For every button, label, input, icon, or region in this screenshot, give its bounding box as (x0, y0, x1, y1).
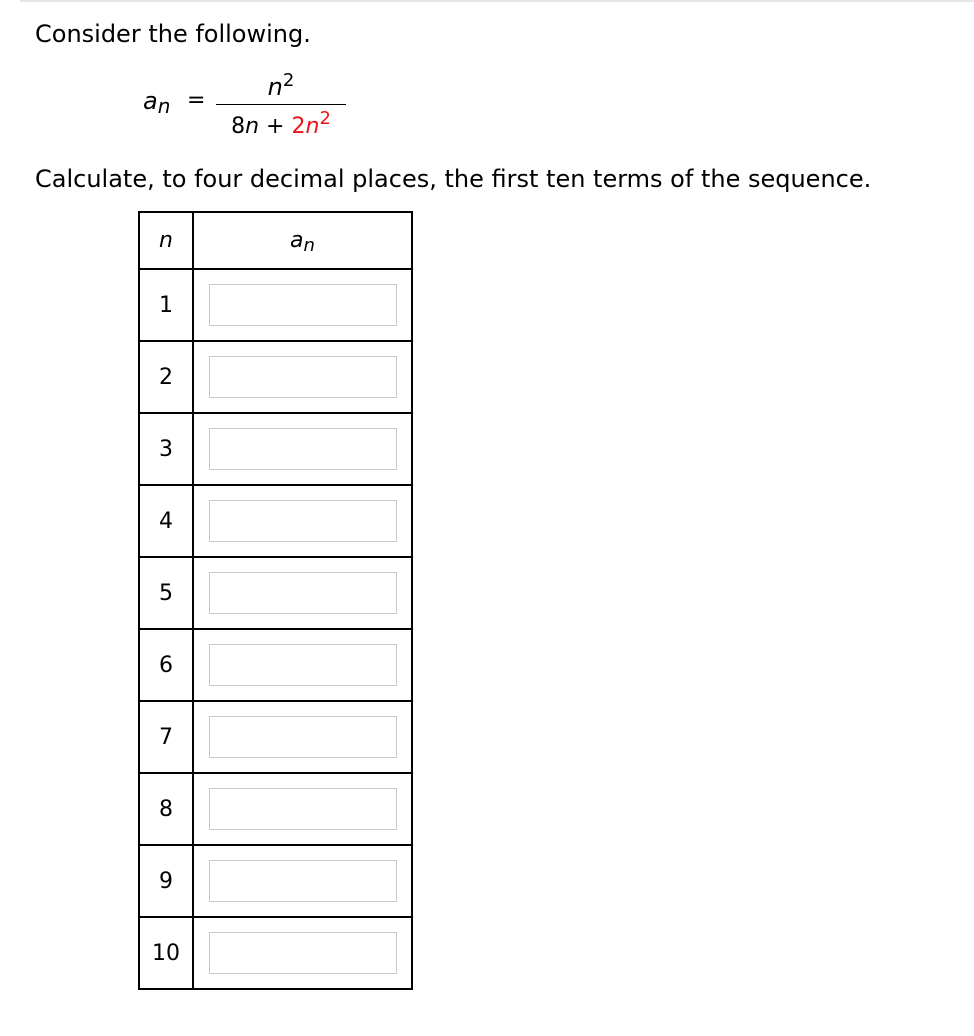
denominator-plus: + (266, 114, 285, 139)
row-n: 6 (139, 629, 193, 701)
numerator-exp: 2 (282, 70, 295, 91)
formula-denominator (216, 108, 346, 139)
table-row (139, 773, 412, 845)
table-row (139, 845, 412, 917)
table-row (139, 629, 412, 701)
sequence-formula (0, 70, 500, 150)
header-an (193, 212, 412, 269)
row-answer-cell (193, 557, 412, 629)
instruction-text: Calculate, to four decimal places, the first ten terms of the sequence. (35, 165, 872, 193)
sequence-table (138, 211, 413, 990)
answer-input-a7[interactable] (209, 716, 397, 758)
header-an-var: a (290, 228, 304, 253)
answer-input-a10[interactable] (209, 932, 397, 974)
header-an-sub: n (303, 235, 315, 256)
answer-input-a9[interactable] (209, 860, 397, 902)
table-row (139, 341, 412, 413)
denominator-highlighted-term (291, 108, 331, 139)
table-row (139, 701, 412, 773)
row-n: 3 (139, 413, 193, 485)
formula-numerator (216, 70, 346, 101)
numerator-var: n (267, 73, 283, 101)
fraction-bar (216, 104, 346, 105)
row-n: 4 (139, 485, 193, 557)
answer-input-a5[interactable] (209, 572, 397, 614)
row-answer-cell (193, 845, 412, 917)
answer-input-a3[interactable] (209, 428, 397, 470)
row-n: 2 (139, 341, 193, 413)
row-n: 8 (139, 773, 193, 845)
row-n: 5 (139, 557, 193, 629)
row-n: 1 (139, 269, 193, 341)
top-divider (20, 0, 974, 2)
table-row (139, 485, 412, 557)
answer-input-a2[interactable] (209, 356, 397, 398)
row-n: 7 (139, 701, 193, 773)
row-n: 9 (139, 845, 193, 917)
row-answer-cell (193, 485, 412, 557)
denominator-coef1: 8 (231, 114, 246, 139)
header-n: n (139, 212, 193, 269)
answer-input-a4[interactable] (209, 500, 397, 542)
table-row (139, 413, 412, 485)
row-n: 10 (139, 917, 193, 989)
answer-input-a1[interactable] (209, 284, 397, 326)
answer-input-a6[interactable] (209, 644, 397, 686)
row-answer-cell (193, 917, 412, 989)
formula-equals: = (187, 88, 206, 113)
row-answer-cell (193, 341, 412, 413)
formula-lhs-sub: n (157, 94, 171, 118)
answer-input-a8[interactable] (209, 788, 397, 830)
denominator-var2: n (305, 114, 320, 139)
denominator-var1: n (245, 114, 260, 139)
row-answer-cell (193, 629, 412, 701)
row-answer-cell (193, 413, 412, 485)
intro-text: Consider the following. (35, 20, 311, 48)
denominator-exp2: 2 (319, 108, 331, 129)
table-row (139, 917, 412, 989)
row-answer-cell (193, 773, 412, 845)
formula-lhs (143, 87, 171, 118)
row-answer-cell (193, 269, 412, 341)
denominator-coef2: 2 (291, 114, 306, 139)
row-answer-cell (193, 701, 412, 773)
table-row (139, 557, 412, 629)
formula-lhs-var: a (143, 87, 158, 115)
table-row (139, 269, 412, 341)
table-header-row (139, 212, 412, 269)
